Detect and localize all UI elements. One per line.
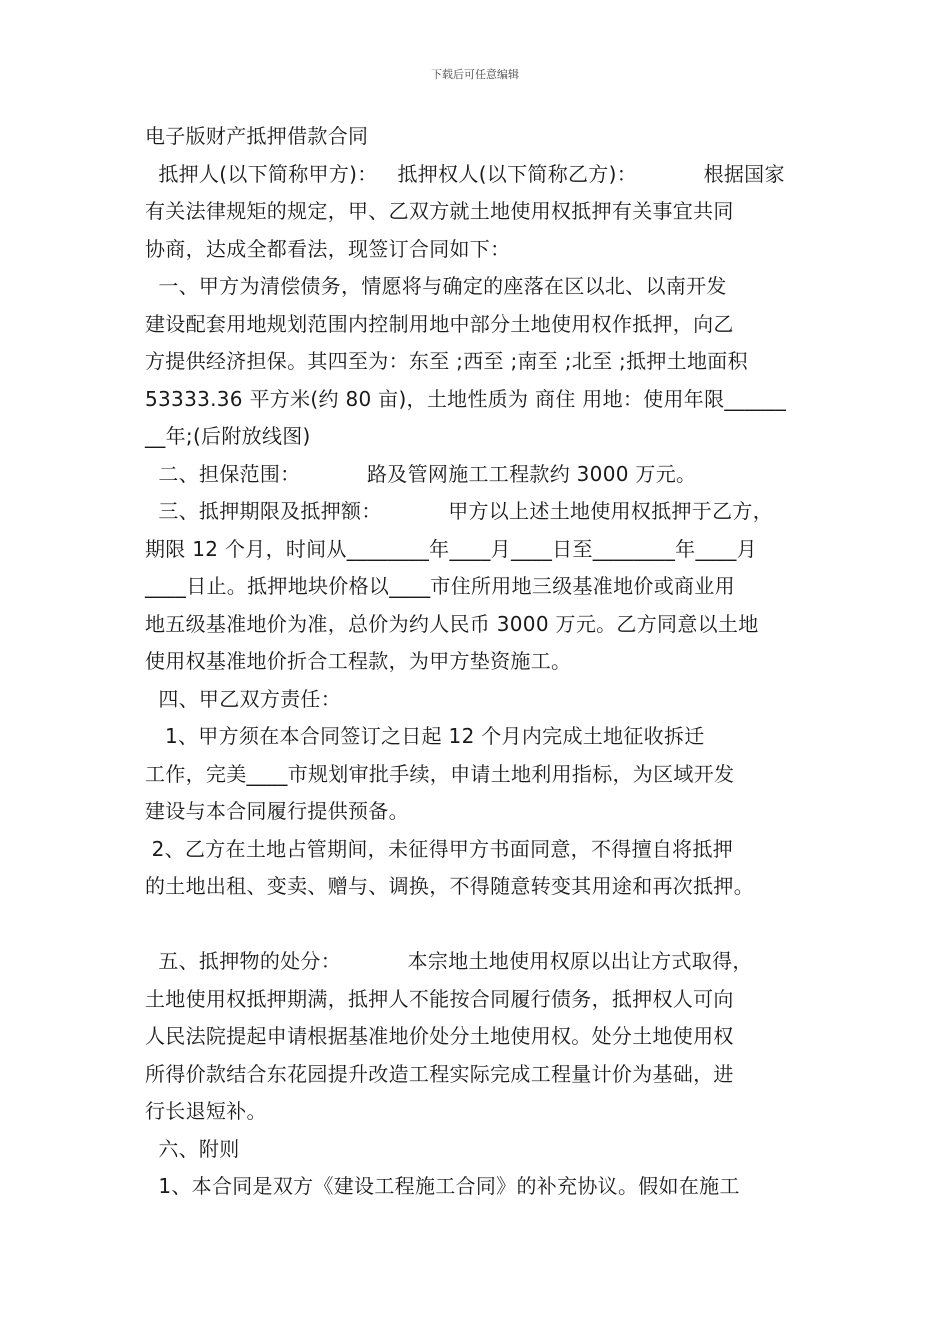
text-line: 的土地出租、变卖、赠与、调换，不得随意转变其用途和再次抵押。 <box>145 874 754 898</box>
text-line: 三、抵押期限及抵押额： 甲方以上述土地使用权抵押于乙方， <box>145 499 773 523</box>
text-line: 人民法院提起申请根据基准地价处分土地使用权。处分土地使用权 <box>145 1024 734 1048</box>
text-line: 地五级基准地价为准，总价为约人民币 3000 万元。乙方同意以土地 <box>145 611 759 636</box>
text-line: 有关法律规矩的规定，甲、乙双方就土地使用权抵押有关事宜共同 <box>145 199 734 223</box>
text-line: 五、抵押物的处分： 本宗地土地使用权原以出让方式取得， <box>145 949 753 973</box>
document-body <box>145 118 810 1206</box>
document-title: 电子版财产抵押借款合同 <box>145 124 369 148</box>
text-line: 建设与本合同履行提供预备。 <box>145 799 409 823</box>
text-line: 53333.36 平方米(约 80 亩)，土地性质为 商住 用地：使用年限______ <box>145 386 787 411</box>
text-line: 一、甲方为清偿债务，情愿将与确定的座落在区以北、以南开发 <box>145 274 727 298</box>
text-line: 协商，达成全都看法，现签订合同如下： <box>145 236 511 261</box>
text-line: 土地使用权抵押期满，抵押人不能按合同履行债务，抵押权人可向 <box>145 986 734 1011</box>
text-line: 所得价款结合东花园提升改造工程实际完成工程量计价为基础，进 <box>145 1061 734 1086</box>
text-line: 2、乙方在土地占管期间，未征得甲方书面同意，不得擅自将抵押 <box>145 836 734 861</box>
text-line: 使用权基准地价折合工程款，为甲方垫资施工。 <box>145 649 572 673</box>
text-line: __年;(后附放线图) <box>145 424 311 448</box>
text-line: 抵押人(以下简称甲方)： 抵押权人(以下简称乙方)： 根据国家 <box>145 161 785 186</box>
blank-line <box>145 906 810 944</box>
text-line: 建设配套用地规划范围内控制用地中部分土地使用权作抵押，向乙 <box>145 311 734 336</box>
document-paragraphs <box>145 156 810 1206</box>
page-header-note: 下载后可任意编辑 <box>431 68 519 81</box>
text-line: 二、担保范围： 路及管网施工工程款约 3000 万元。 <box>145 461 697 486</box>
text-line: 工作，完美____市规划审批手续，申请土地利用指标，为区域开发 <box>145 761 735 786</box>
text-line: 1、本合同是双方《建设工程施工合同》的补充协议。假如在施工 <box>145 1174 740 1198</box>
text-line: 1、甲方须在本合同签订之日起 12 个月内完成土地征收拆迁 <box>145 724 705 748</box>
text-line: 方提供经济担保。其四至为：东至 ;西至 ;南至 ;北至 ;抵押土地面积 <box>145 349 748 373</box>
text-line: 行长退短补。 <box>145 1099 267 1123</box>
text-line: 六、附则 <box>145 1136 240 1161</box>
text-line: ____日止。抵押地块价格以____市住所用地三级基准地价或商业用 <box>145 574 735 598</box>
text-line: 期限 12 个月，时间从________年____月____日至________年____月 <box>145 536 757 561</box>
text-line: 四、甲乙双方责任： <box>145 686 342 711</box>
